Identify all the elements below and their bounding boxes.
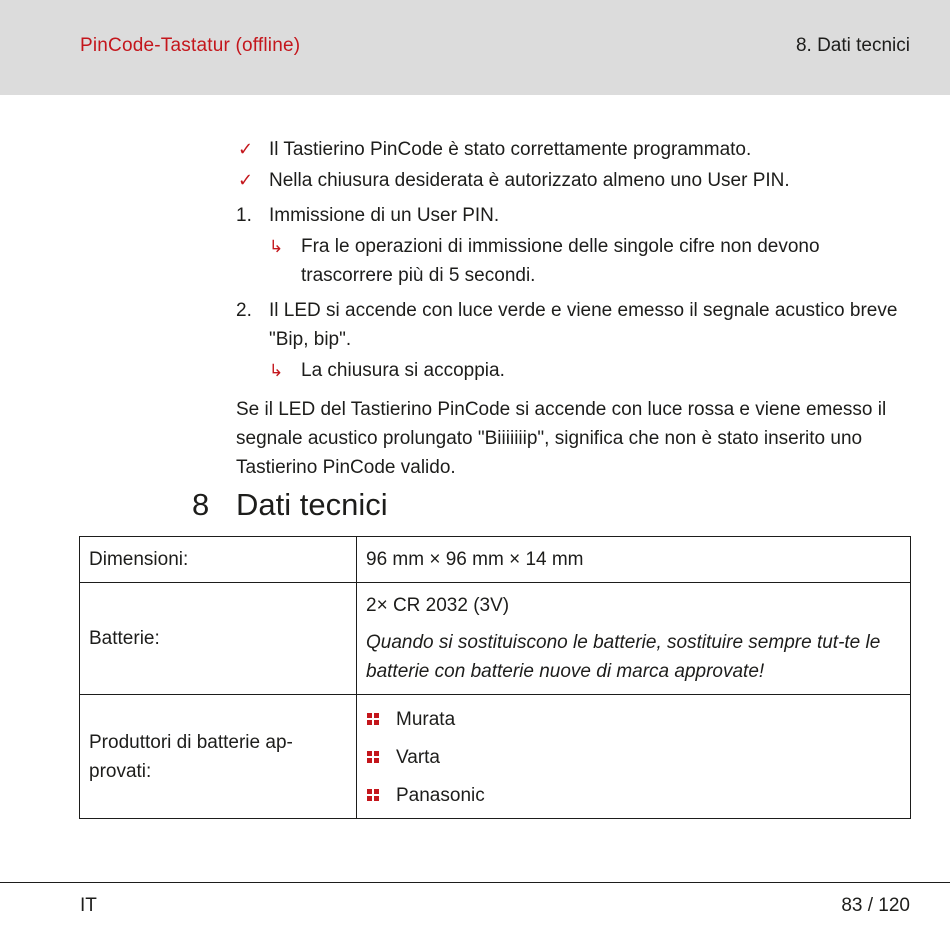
list-item	[366, 743, 901, 772]
step-result-text: La chiusura si accoppia.	[301, 360, 505, 381]
checkmark-icon: ✓	[238, 170, 254, 190]
section-number: 8	[192, 487, 210, 522]
red-square-bullet-icon	[367, 751, 379, 763]
prerequisite-text: Il Tastierino PinCode è stato correttamente programmato.	[269, 139, 752, 160]
step-text: Il LED si accende con luce verde e viene emesso il segnale acustico breve "Bip, bip".	[269, 300, 898, 350]
list-item	[366, 705, 901, 734]
page-header	[0, 0, 950, 95]
spec-label: Produttori di batterie ap-provati:	[80, 695, 357, 819]
table-row	[80, 537, 911, 583]
prerequisite-item	[236, 135, 906, 164]
checkmark-icon: ✓	[238, 139, 254, 159]
manufacturer-name: Murata	[396, 709, 456, 730]
step-result	[269, 356, 906, 385]
step-result-text: Fra le operazioni di immissione delle singole cifre non devono trascorrere più di 5 secondi.	[301, 236, 820, 286]
spec-label: Dimensioni:	[80, 537, 357, 583]
step-result	[269, 232, 906, 290]
spec-value: 96 mm × 96 mm × 14 mm	[357, 537, 911, 583]
arrow-result-icon: ↳	[269, 237, 284, 256]
section-heading	[192, 487, 388, 523]
footer-language: IT	[80, 895, 97, 916]
manufacturer-name: Varta	[396, 747, 441, 768]
spec-label: Batterie:	[80, 583, 357, 695]
spec-value-cell	[357, 583, 911, 695]
table-row	[80, 695, 911, 819]
note-paragraph: Se il LED del Tastierino PinCode si accende con luce rossa e viene emesso il segnale acustico prolungato "Biiiiiiip", significa che non è stato inserito uno Tastierino PinCode valido.	[236, 399, 887, 478]
section-reference: 8. Dati tecnici	[795, 35, 910, 56]
manufacturer-list	[357, 695, 911, 819]
red-square-bullet-icon	[367, 713, 379, 725]
red-square-bullet-icon	[367, 789, 379, 801]
manufacturer-name: Panasonic	[396, 785, 485, 806]
page-number: 83 / 120	[841, 895, 910, 916]
battery-note: Quando si sostituiscono le batterie, sostituire sempre tut-te le batterie con batterie nuove di marca approvate!	[366, 632, 881, 682]
document-title: PinCode-Tastatur (offline)	[80, 35, 301, 56]
section-title: Dati tecnici	[236, 487, 388, 522]
specs-table	[79, 536, 911, 819]
step-number: 2.	[236, 300, 252, 321]
prerequisite-text: Nella chiusura desiderata è autorizzato almeno uno User PIN.	[269, 170, 790, 191]
step-text: Immissione di un User PIN.	[269, 205, 500, 226]
list-item	[366, 781, 901, 810]
instructions-content	[236, 135, 906, 482]
step-item	[236, 296, 906, 385]
table-row	[80, 583, 911, 695]
arrow-result-icon: ↳	[269, 361, 284, 380]
step-item	[236, 201, 906, 290]
step-number: 1.	[236, 205, 252, 226]
spec-value: 2× CR 2032 (3V)	[366, 595, 510, 616]
footer-divider	[0, 882, 950, 883]
prerequisite-item	[236, 166, 906, 195]
